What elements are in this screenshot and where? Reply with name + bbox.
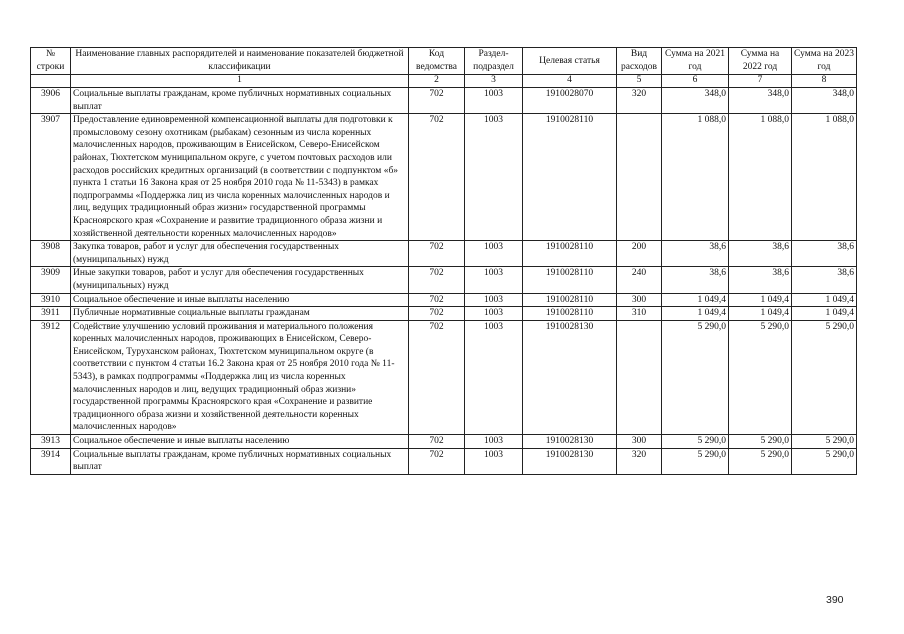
cell-sum-2021: 38,6: [662, 241, 729, 267]
cell-sum-2023: 38,6: [792, 267, 857, 293]
cell-row-number: 3910: [31, 293, 71, 307]
cell-sum-2022: 348,0: [729, 88, 792, 114]
cell-row-number: 3907: [31, 114, 71, 241]
cell-target-article: 1910028130: [523, 448, 617, 474]
table-row: [31, 307, 857, 321]
cell-dept-code: 702: [409, 435, 465, 449]
col-number-6: 6: [662, 75, 729, 88]
cell-name: Содействие улучшению условий проживания и материального положения коренных малочисленных народов, проживающих в Енисейском, Северо-Енисейском, Туруханском районах, Тюхтетском муниципальном округе (в соответствии с пунктом 4 статьи 16.2 Закона края от 25 ноября 2010 года № 11-5343), в рамках подпрограммы «Поддержка лиц из числа коренных малочисленных народов и лиц, ведущих традиционный образ жизни» государственной программы Красноярского края «Сохранение и развитие традиционного образа жизни и хозяйственной деятельности коренных малочисленных народов»: [71, 320, 409, 434]
cell-row-number: 3909: [31, 267, 71, 293]
cell-section: 1003: [465, 241, 523, 267]
cell-name: Публичные нормативные социальные выплаты гражданам: [71, 307, 409, 321]
cell-dept-code: 702: [409, 293, 465, 307]
col-number-2: 2: [409, 75, 465, 88]
cell-sum-2021: 5 290,0: [662, 448, 729, 474]
cell-target-article: 1910028110: [523, 241, 617, 267]
cell-dept-code: 702: [409, 241, 465, 267]
cell-name: Социальное обеспечение и иные выплаты населению: [71, 435, 409, 449]
cell-sum-2023: 5 290,0: [792, 320, 857, 434]
cell-expense-type: 300: [617, 435, 662, 449]
cell-sum-2021: 5 290,0: [662, 320, 729, 434]
cell-sum-2021: 38,6: [662, 267, 729, 293]
cell-sum-2023: 1 049,4: [792, 293, 857, 307]
col-header-name: Наименование главных распорядителей и наименование показателей бюджетной классификации: [71, 48, 409, 75]
cell-row-number: 3913: [31, 435, 71, 449]
col-header-sum-2023: Сумма на 2023 год: [792, 48, 857, 75]
cell-sum-2021: 1 088,0: [662, 114, 729, 241]
col-header-row-number: № строки: [31, 48, 71, 75]
cell-expense-type: 320: [617, 88, 662, 114]
cell-sum-2021: 5 290,0: [662, 435, 729, 449]
cell-expense-type: [617, 320, 662, 434]
cell-expense-type: 240: [617, 267, 662, 293]
cell-sum-2023: 5 290,0: [792, 448, 857, 474]
cell-dept-code: 702: [409, 114, 465, 241]
header-row: [31, 48, 857, 75]
table-header: [31, 48, 857, 88]
col-header-dept-code: Код ведомства: [409, 48, 465, 75]
cell-sum-2023: 38,6: [792, 241, 857, 267]
cell-row-number: 3908: [31, 241, 71, 267]
cell-name: Закупка товаров, работ и услуг для обеспечения государственных (муниципальных) нужд: [71, 241, 409, 267]
cell-expense-type: 300: [617, 293, 662, 307]
table-row: [31, 435, 857, 449]
table-row: [31, 88, 857, 114]
cell-expense-type: 310: [617, 307, 662, 321]
cell-sum-2022: 1 049,4: [729, 307, 792, 321]
col-number-7: 7: [729, 75, 792, 88]
col-header-expense-type: Вид расходов: [617, 48, 662, 75]
cell-sum-2023: 5 290,0: [792, 435, 857, 449]
cell-row-number: 3911: [31, 307, 71, 321]
cell-sum-2022: 5 290,0: [729, 320, 792, 434]
col-number-3: 3: [465, 75, 523, 88]
cell-sum-2023: 1 088,0: [792, 114, 857, 241]
page-number: 390: [826, 594, 844, 606]
cell-section: 1003: [465, 435, 523, 449]
budget-table: [30, 47, 857, 475]
cell-sum-2023: 1 049,4: [792, 307, 857, 321]
column-number-row: [31, 75, 857, 88]
cell-sum-2023: 348,0: [792, 88, 857, 114]
col-number-4: 4: [523, 75, 617, 88]
cell-sum-2021: 1 049,4: [662, 293, 729, 307]
cell-dept-code: 702: [409, 320, 465, 434]
col-number-5: 5: [617, 75, 662, 88]
table-row: [31, 267, 857, 293]
cell-sum-2022: 5 290,0: [729, 435, 792, 449]
col-number-8: 8: [792, 75, 857, 88]
cell-row-number: 3906: [31, 88, 71, 114]
cell-section: 1003: [465, 293, 523, 307]
cell-target-article: 1910028130: [523, 435, 617, 449]
cell-sum-2021: 348,0: [662, 88, 729, 114]
cell-row-number: 3914: [31, 448, 71, 474]
cell-dept-code: 702: [409, 267, 465, 293]
cell-sum-2022: 38,6: [729, 241, 792, 267]
cell-target-article: 1910028110: [523, 114, 617, 241]
cell-section: 1003: [465, 88, 523, 114]
cell-name: Предоставление единовременной компенсационной выплаты для подготовки к промысловому сезону охотникам (рыбакам) сезонным из числа коренных малочисленных народов, проживающим в Енисейском, Северо-Енисейском районах, Тюхтетском муниципальном округе, с учетом почтовых расходов или расходов российских кредитных организаций (в соответствии с подпунктом «б» пункта 1 статьи 16 Закона края от 25 ноября 2010 года № 11-5343) в рамках подпрограммы «Поддержка лиц из числа коренных малочисленных народов и лиц, ведущих традиционный образ жизни» государственной программы Красноярского края «Сохранение и развитие традиционного образа жизни и хозяйственной деятельности коренных малочисленных народов»: [71, 114, 409, 241]
cell-name: Социальное обеспечение и иные выплаты населению: [71, 293, 409, 307]
cell-expense-type: 200: [617, 241, 662, 267]
cell-target-article: 1910028110: [523, 267, 617, 293]
cell-dept-code: 702: [409, 307, 465, 321]
cell-target-article: 1910028130: [523, 320, 617, 434]
cell-dept-code: 702: [409, 88, 465, 114]
cell-target-article: 1910028110: [523, 293, 617, 307]
cell-name: Социальные выплаты гражданам, кроме публичных нормативных социальных выплат: [71, 448, 409, 474]
col-number-1: 1: [71, 75, 409, 88]
cell-target-article: 1910028070: [523, 88, 617, 114]
cell-dept-code: 702: [409, 448, 465, 474]
col-header-sum-2021: Сумма на 2021 год: [662, 48, 729, 75]
cell-section: 1003: [465, 448, 523, 474]
cell-name: Иные закупки товаров, работ и услуг для обеспечения государственных (муниципальных) нужд: [71, 267, 409, 293]
cell-expense-type: [617, 114, 662, 241]
table-body: [31, 88, 857, 475]
cell-sum-2022: 1 049,4: [729, 293, 792, 307]
table-row: [31, 114, 857, 241]
table-row: [31, 241, 857, 267]
cell-sum-2022: 1 088,0: [729, 114, 792, 241]
cell-expense-type: 320: [617, 448, 662, 474]
cell-sum-2021: 1 049,4: [662, 307, 729, 321]
cell-target-article: 1910028110: [523, 307, 617, 321]
table-row: [31, 448, 857, 474]
col-header-target-article: Целевая статья: [523, 48, 617, 75]
cell-section: 1003: [465, 307, 523, 321]
cell-name: Социальные выплаты гражданам, кроме публичных нормативных социальных выплат: [71, 88, 409, 114]
cell-sum-2022: 5 290,0: [729, 448, 792, 474]
col-header-sum-2022: Сумма на 2022 год: [729, 48, 792, 75]
cell-sum-2022: 38,6: [729, 267, 792, 293]
table-row: [31, 320, 857, 434]
cell-section: 1003: [465, 114, 523, 241]
table-row: [31, 293, 857, 307]
cell-section: 1003: [465, 320, 523, 434]
col-number-0: [31, 75, 71, 88]
cell-section: 1003: [465, 267, 523, 293]
col-header-section: Раздел-подраздел: [465, 48, 523, 75]
cell-row-number: 3912: [31, 320, 71, 434]
